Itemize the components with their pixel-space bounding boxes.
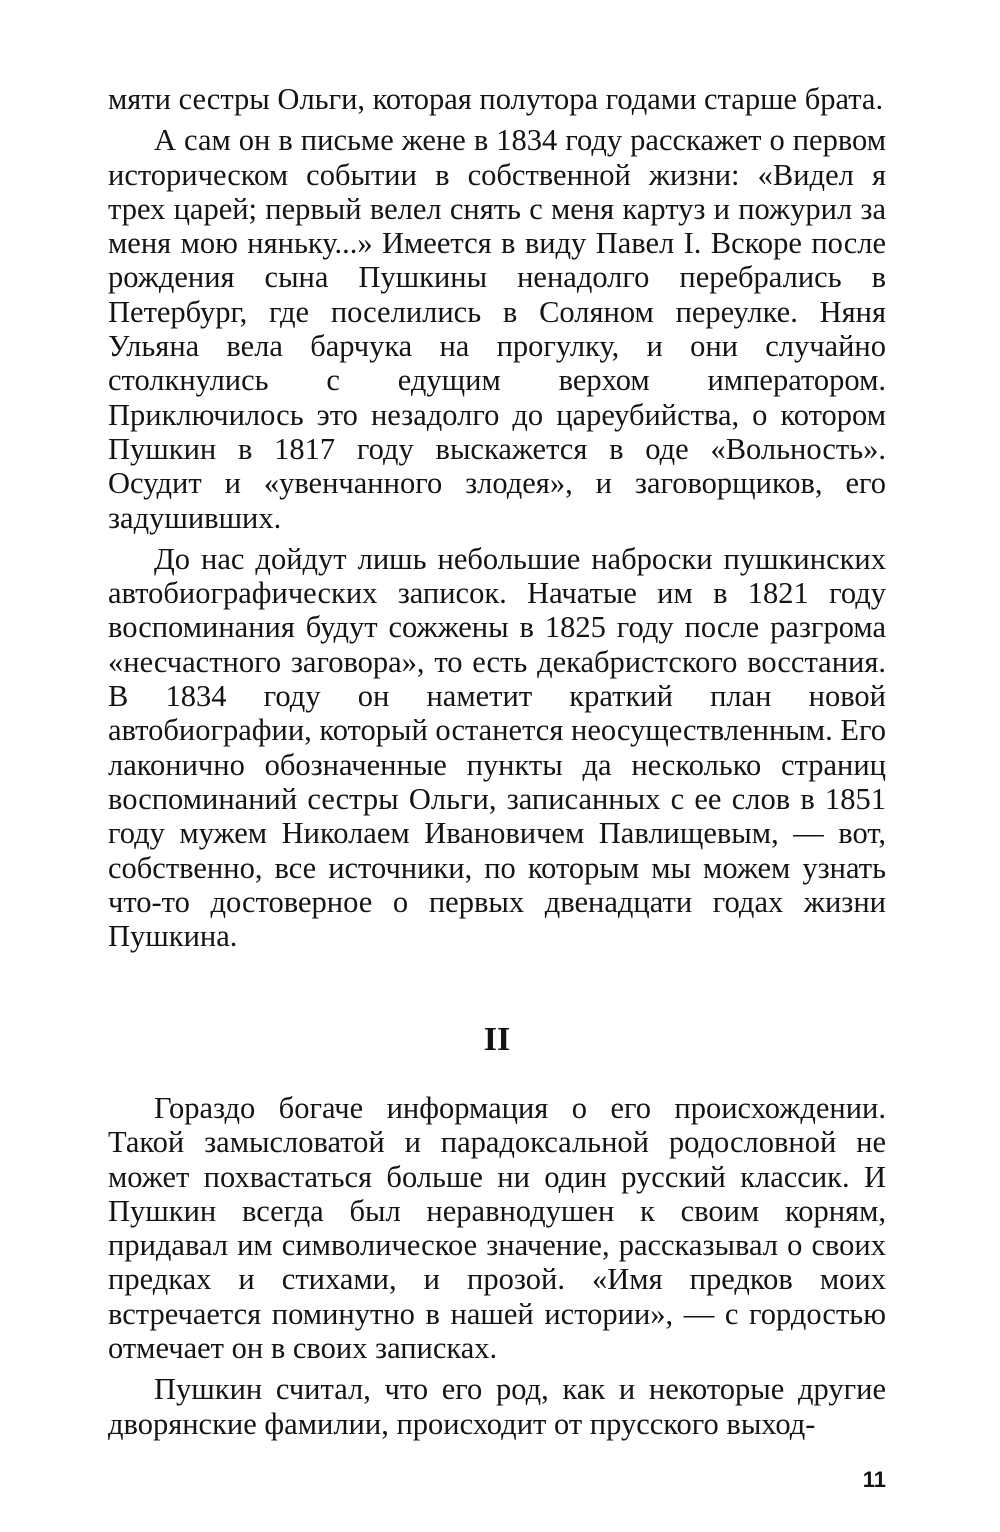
page-number: 11	[862, 1467, 886, 1492]
paragraph: Пушкин считал, что его род, как и некоторые другие дворянские фамилии, происходит от прусского выход-	[108, 1372, 886, 1441]
paragraph: А сам он в письме жене в 1834 году расскажет о первом историческом событии в собственной жизни: «Видел я трех царей; первый велел снять с меня картуз и пожурил за меня мою няньку...» Имеется в виду Павел I. Вскоре после рождения сына Пушкины ненадолго перебрались в Петербург, где поселились в Соляном переулке. Няня Ульяна вела барчука на прогулку, и они случайно столкнулись с едущим верхом императором. Приключилось это незадолго до цареубийства, о котором Пушкин в 1817 году выскажется в оде «Вольность». Осудит и «увенчанного злодея», и заговорщиков, его задушивших.	[108, 123, 886, 535]
text-before-chapter	[108, 82, 886, 953]
paragraph: мяти сестры Ольги, которая полутора годами старше брата.	[108, 82, 884, 116]
paragraph: До нас дойдут лишь небольшие наброски пушкинских автобиографических записок. Начатые им в 1821 году воспоминания будут сожжены в 1825 году после разгрома «несчастного заговора», то есть декабристского восстания. В 1834 году он наметит краткий план новой автобиографии, который останется неосуществленным. Его лаконично обозначенные пункты да несколько страниц воспоминаний сестры Ольги, записанных с ее слов в 1851 году мужем Николаем Ивановичем Павлищевым, — вот, собственно, все источники, по которым мы можем узнать что-то достоверное о первых двенадцати годах жизни Пушкина.	[108, 541, 886, 954]
text-after-chapter	[108, 1091, 886, 1441]
chapter-heading: II	[483, 1021, 511, 1058]
paragraph: Гораздо богаче информация о его происхождении. Такой замысловатой и парадоксальной родословной не может похвастаться больше ни один русский классик. И Пушкин всегда был неравнодушен к своим корням, придавал им символическое значение, рассказывал о своих предках и стихами, и прозой. «Имя предков моих встречается поминутно в нашей истории», — с гордостью отмечает он в своих записках.	[108, 1091, 886, 1366]
